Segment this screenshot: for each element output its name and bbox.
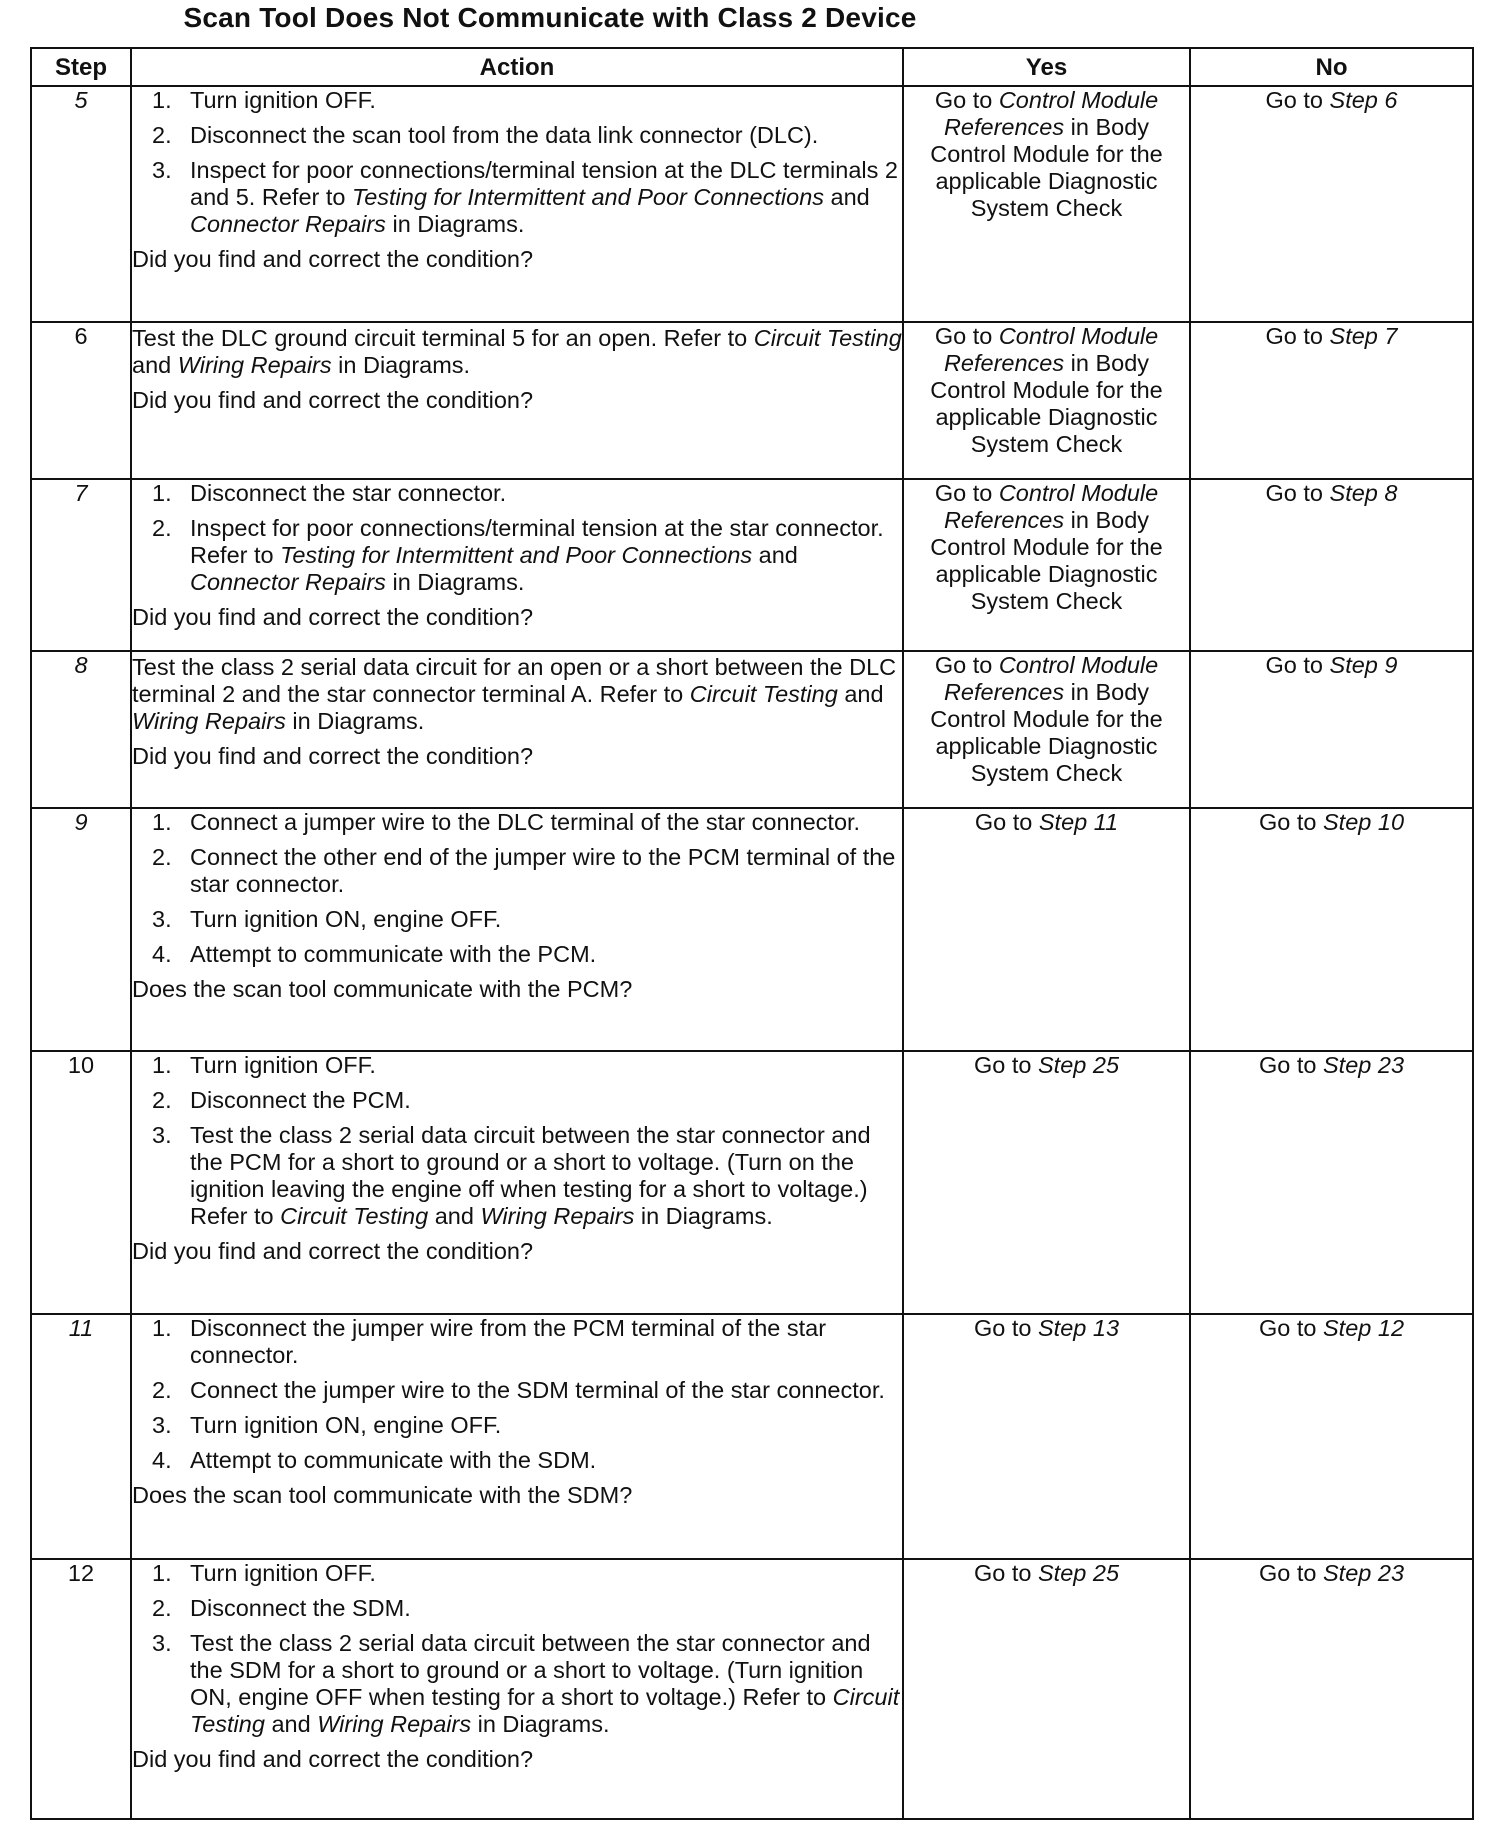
- action-cell: Test the class 2 serial data circuit for an open or a short between the DLC terminal 2 and the star connector terminal A. Refer to Circuit Testing and Wiring Repairs in Diagrams. Did you find and correct the condition?: [131, 651, 903, 808]
- no-cell: Go to Step 10: [1190, 808, 1473, 1051]
- question-text: Did you find and correct the condition?: [132, 1746, 534, 1772]
- step-number: 5: [31, 86, 131, 322]
- diagnostic-table: [30, 47, 1474, 1820]
- no-cell: Go to Step 12: [1190, 1314, 1473, 1559]
- list-item: 2. Connect the other end of the jumper wire to the PCM terminal of the star connector.: [152, 844, 896, 897]
- no-cell: Go to Step 23: [1190, 1051, 1473, 1314]
- table-header-row: [31, 48, 1473, 86]
- question-text: Did you find and correct the condition?: [132, 246, 534, 272]
- list-item: 4. Attempt to communicate with the PCM.: [152, 941, 597, 967]
- yes-cell: Go to Control Module References in Body Control Module for the applicable Diagnostic System Check: [903, 479, 1190, 651]
- question-text: Did you find and correct the condition?: [132, 387, 534, 413]
- no-cell: Go to Step 9: [1190, 651, 1473, 808]
- list-item: 1. Connect a jumper wire to the DLC terminal of the star connector.: [152, 809, 861, 835]
- action-cell: [131, 86, 903, 322]
- yes-cell: Go to Step 13: [903, 1314, 1190, 1559]
- step-number: 10: [31, 1051, 131, 1314]
- list-item: 3. Turn ignition ON, engine OFF.: [152, 906, 502, 932]
- list-item: 1. Disconnect the star connector.: [152, 480, 507, 506]
- list-item: 2. Disconnect the SDM.: [152, 1595, 411, 1621]
- question-text: Does the scan tool communicate with the PCM?: [132, 976, 633, 1002]
- no-cell: Go to Step 8: [1190, 479, 1473, 651]
- no-cell: Go to Step 7: [1190, 322, 1473, 479]
- list-item: 2. Disconnect the PCM.: [152, 1087, 411, 1113]
- header-no: No: [1190, 48, 1473, 86]
- yes-cell: Go to Step 11: [903, 808, 1190, 1051]
- action-cell: [131, 1051, 903, 1314]
- table-row: [31, 479, 1473, 651]
- list-item: 2. Inspect for poor connections/terminal tension at the star connector. Refer to Testing for Intermittent and Poor Connections and Connector Repairs in Diagrams.: [152, 515, 884, 595]
- list-item: 1. Turn ignition OFF.: [152, 87, 376, 113]
- list-item: 1. Turn ignition OFF.: [152, 1052, 376, 1078]
- list-item: 1. Turn ignition OFF.: [152, 1560, 376, 1586]
- list-item: 3. Inspect for poor connections/terminal tension at the DLC terminals 2 and 5. Refer to Testing for Intermittent and Poor Connections and Connector Repairs in Diagrams.: [152, 157, 898, 237]
- yes-cell: Go to Control Module References in Body Control Module for the applicable Diagnostic System Check: [903, 86, 1190, 322]
- list-item: 3. Test the class 2 serial data circuit between the star connector and the PCM for a short to ground or a short to voltage. (Turn on the ignition leaving the engine off when testing for a short to voltage.) Refer to Circuit Testing and Wiring Repairs in Diagrams.: [152, 1122, 871, 1229]
- yes-cell: Go to Control Module References in Body Control Module for the applicable Diagnostic System Check: [903, 322, 1190, 479]
- step-number: 8: [31, 651, 131, 808]
- table-row: [31, 1051, 1473, 1314]
- step-number: 6: [31, 322, 131, 479]
- question-text: Does the scan tool communicate with the SDM?: [132, 1482, 633, 1508]
- header-yes: Yes: [903, 48, 1190, 86]
- question-text: Did you find and correct the condition?: [132, 1238, 534, 1264]
- list-item: 4. Attempt to communicate with the SDM.: [152, 1447, 597, 1473]
- action-cell: [131, 1314, 903, 1559]
- question-text: Did you find and correct the condition?: [132, 604, 534, 630]
- header-step: Step: [31, 48, 131, 86]
- step-number: 12: [31, 1559, 131, 1819]
- no-cell: Go to Step 6: [1190, 86, 1473, 322]
- table-row: [31, 1314, 1473, 1559]
- action-cell: Test the DLC ground circuit terminal 5 for an open. Refer to Circuit Testing and Wiring Repairs in Diagrams. Did you find and correct the condition?: [131, 322, 903, 479]
- step-number: 7: [31, 479, 131, 651]
- list-item: 2. Connect the jumper wire to the SDM terminal of the star connector.: [152, 1377, 885, 1403]
- yes-cell: Go to Control Module References in Body Control Module for the applicable Diagnostic System Check: [903, 651, 1190, 808]
- list-item: 2. Disconnect the scan tool from the data link connector (DLC).: [152, 122, 819, 148]
- no-cell: Go to Step 23: [1190, 1559, 1473, 1819]
- table-row: [31, 808, 1473, 1051]
- table-row: [31, 86, 1473, 322]
- list-item: 1. Disconnect the jumper wire from the PCM terminal of the star connector.: [152, 1315, 827, 1368]
- question-text: Did you find and correct the condition?: [132, 743, 534, 769]
- action-cell: [131, 479, 903, 651]
- page-title: Scan Tool Does Not Communicate with Class 2 Device: [183, 2, 917, 33]
- action-cell: [131, 1559, 903, 1819]
- table-row: [31, 1559, 1473, 1819]
- table-row: [31, 322, 1473, 479]
- yes-cell: Go to Step 25: [903, 1051, 1190, 1314]
- table-row: [31, 651, 1473, 808]
- step-number: 11: [31, 1314, 131, 1559]
- list-item: 3. Turn ignition ON, engine OFF.: [152, 1412, 502, 1438]
- list-item: 3. Test the class 2 serial data circuit between the star connector and the SDM for a short to ground or a short to voltage. (Turn ignition ON, engine OFF when testing for a short to voltage.) Refer to Circuit Testing and Wiring Repairs in Diagrams.: [152, 1630, 900, 1737]
- header-action: Action: [131, 48, 903, 86]
- yes-cell: Go to Step 25: [903, 1559, 1190, 1819]
- action-cell: [131, 808, 903, 1051]
- step-number: 9: [31, 808, 131, 1051]
